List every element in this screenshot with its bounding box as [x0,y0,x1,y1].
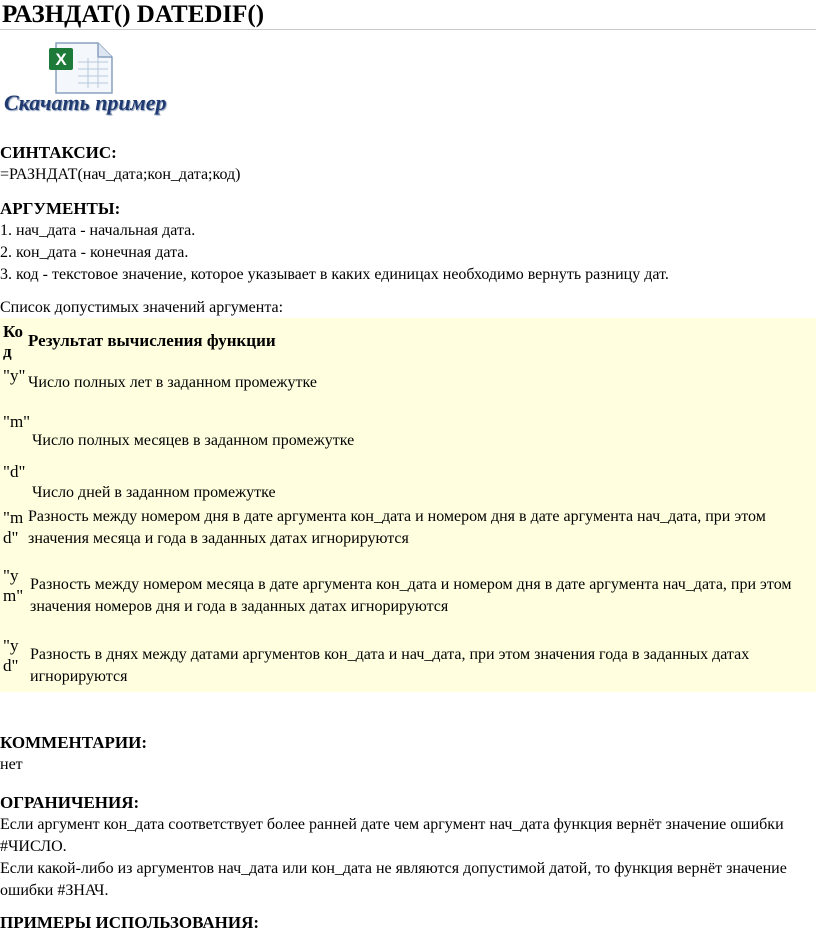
table-row-desc: Число полных лет в заданном промежутке [28,374,317,391]
table-row-desc: Число полных месяцев в заданном промежутке [32,432,355,449]
argument-item: 3. код - текстовое значение, которое указывает в каких единицах необходимо вернуть разницу дат. [0,266,669,283]
comments-text: нет [0,756,23,773]
table-row-desc: Разность в днях между датами аргументов кон_дата и нач_дата, при этом значения года в заданных датах игнорируются [30,646,750,685]
limits-section [0,792,816,902]
syntax-section [0,142,816,186]
limit-item: Если какой-либо из аргументов нач_дата или кон_дата не являются допустимой датой, то функция вернёт значение ошибки #ЗНАЧ. [0,860,787,899]
table-header-code: Код [3,322,23,361]
syntax-heading: СИНТАКСИС: [0,143,117,162]
limit-item: Если аргумент кон_дата соответствует более ранней дате чем аргумент нач_дата функция вернёт значение ошибки #ЧИСЛО. [0,816,784,855]
table-row-desc: Число дней в заданном промежутке [32,484,276,501]
syntax-text: =РАЗНДАТ(нач_дата;кон_дата;код) [0,166,241,183]
arguments-heading: АРГУМЕНТЫ: [0,199,121,218]
table-row-code: "md" [3,508,24,547]
examples-heading: ПРИМЕРЫ ИСПОЛЬЗОВАНИЯ: [0,913,260,932]
values-table [0,318,816,692]
excel-file-icon [48,42,118,94]
table-row-code: "y" [3,366,26,385]
table-row-desc: Разность между номером месяца в дате аргумента кон_дата и номером дня в дате аргумента нач_дата, при этом значения номеров дня и года в заданных датах игнорируются [30,576,792,615]
download-example-link[interactable] [2,42,192,122]
comments-section [0,732,816,776]
argument-item: 1. нач_дата - начальная дата. [0,222,196,239]
table-row-code: "yd" [3,636,19,675]
table-row-code: "ym" [3,566,24,605]
comments-heading: КОММЕНТАРИИ: [0,733,148,752]
page-title: РАЗНДАТ() DATEDIF() [0,0,816,30]
svg-text:X: X [55,50,67,69]
download-example-label: Скачать пример [4,90,167,115]
arguments-section [0,198,816,286]
table-header-result: Результат вычисления функции [28,331,276,350]
table-row-code: "d" [3,462,26,481]
table-row-desc: Разность между номером дня в дате аргумента кон_дата и номером дня в дате аргумента нач_дата, при этом значения месяца и года в заданных датах игнорируются [28,508,766,547]
list-intro: Список допустимых значений аргумента: [0,299,284,316]
argument-item: 2. кон_дата - конечная дата. [0,244,189,261]
limits-heading: ОГРАНИЧЕНИЯ: [0,793,140,812]
table-row-code: "m" [3,412,31,431]
